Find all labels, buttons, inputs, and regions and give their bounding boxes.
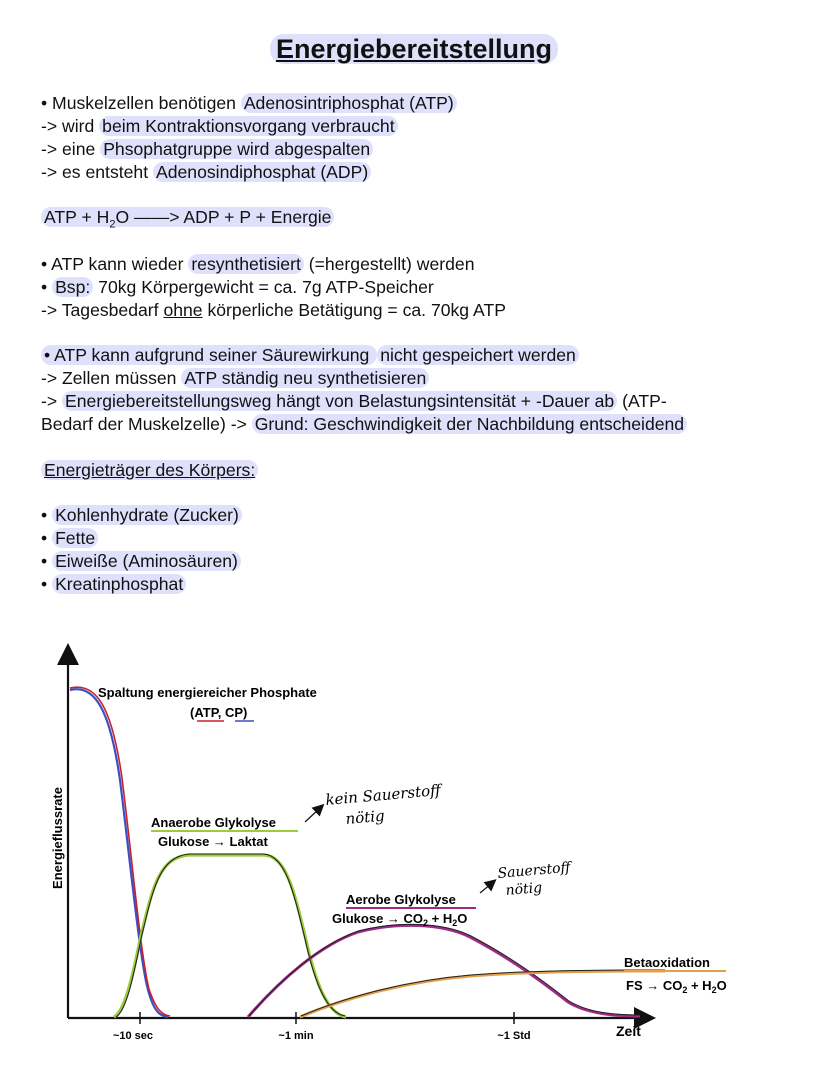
list-item: • Fette (41, 527, 781, 550)
anaerob-note: kein Sauerstoff (324, 780, 442, 809)
aerob-note: Sauerstoff (496, 859, 572, 882)
aerob-note-2: nötig (504, 879, 543, 899)
storage-block: • ATP kann aufgrund seiner Säurewirkung nicht gespeichert werden -> Zellen müssen ATP ständig neu synthetisieren -> Energiebereitstellungsweg hängt von Belastungsintensität + -Dauer ab (ATP- Bedarf der Muskelzelle) -> Grund: Geschwindigkeit der Nachbildung entscheidend (41, 344, 781, 436)
beta-curve-black (301, 970, 665, 1016)
phosphate-title: Spaltung energiereicher Phosphate (98, 685, 317, 700)
anaerob-title: Anaerobe Glykolyse (151, 815, 276, 830)
phosphate-curve-blue (70, 689, 168, 1017)
aerob-note-arrow (480, 883, 492, 893)
atp-formula: ATP + $H_2O$ ——> ADP + P + Energie (41, 206, 781, 229)
anaerob-note-2: nötig (344, 806, 386, 828)
atp-intro-block: • Muskelzellen benötigen Adenosintriphosphat (ATP) -> wird beim Kontraktionsvorgang verbraucht -> eine Phsophatgruppe wird abgespalten -> es entsteht Adenosindiphosphat (ADP) (41, 92, 781, 184)
beta-title: Betaoxidation (624, 955, 710, 970)
list-item: • Eiweiße (Aminosäuren) (41, 550, 781, 573)
tick-label: ~1 min (278, 1030, 314, 1042)
anaerob-equation: Glukose → Laktat (158, 834, 268, 849)
energy-supply-chart (40, 640, 780, 1060)
energy-carriers-list (41, 504, 781, 596)
anaerob-note-arrow (305, 808, 320, 822)
aerob-title: Aerobe Glykolyse (346, 892, 456, 907)
page-title: Energiebereitstellung (0, 34, 828, 65)
list-item: • Kohlenhydrate (Zucker) (41, 504, 781, 527)
x-axis-label: Zeit (616, 1023, 641, 1039)
aerob-equation: Glukose → $CO_2 + H_2O$ (332, 911, 468, 928)
phosphate-sub: (ATP, CP) (190, 705, 248, 720)
tick-label: ~10 sec (112, 1030, 154, 1042)
tick-label: ~1 Std (497, 1030, 531, 1042)
y-axis-label: Energieflussrate (50, 787, 65, 889)
list-item: • Kreatinphosphat (41, 573, 781, 596)
phosphate-curve-red (70, 687, 170, 1016)
beta-equation: FS → $CO_2 + H_2O$ (626, 978, 727, 995)
resynthesis-block: • ATP kann wieder resynthetisiert (=hergestellt) werden • Bsp: 70kg Körpergewicht = ca. 7g ATP-Speicher -> Tagesbedarf ohne körperliche Betätigung = ca. 70kg ATP (41, 254, 506, 320)
beta-curve-orange (300, 971, 665, 1017)
energy-carriers-heading: Energieträger des Körpers: (41, 459, 781, 482)
